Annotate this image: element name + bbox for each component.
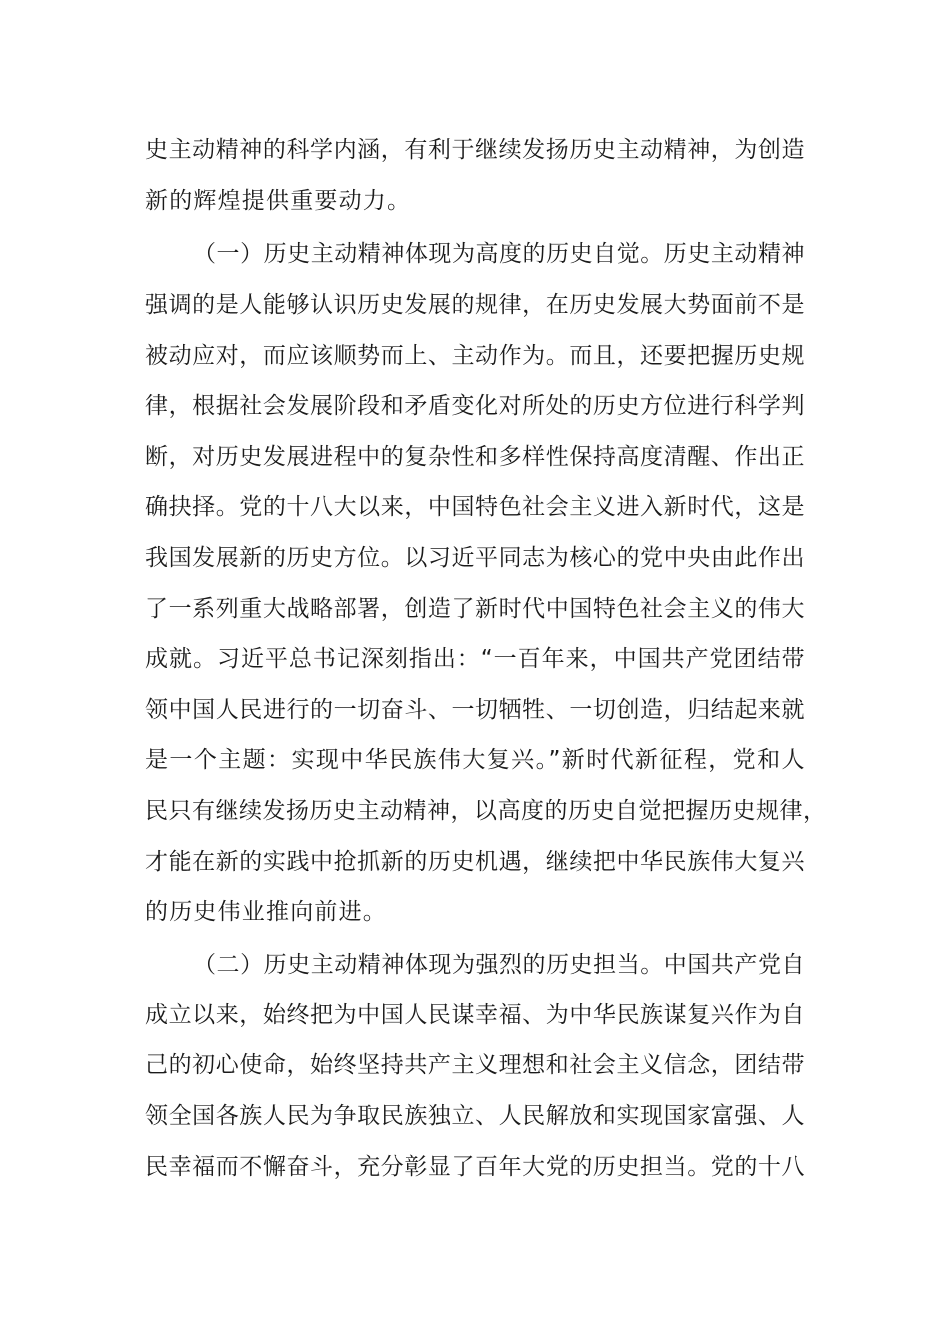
text-line-11: 成就。习近平总书记深刻指出：“一百年来，中国共产党团结带 bbox=[145, 646, 805, 672]
paragraph-2-heading-line: （二）历史主动精神体现为强烈的历史担当。中国共产党自 bbox=[193, 952, 805, 978]
paragraph-1-heading-line: （一）历史主动精神体现为高度的历史自觉。历史主动精神 bbox=[193, 241, 805, 267]
text-line-19: 己的初心使命，始终坚持共产主义理想和社会主义信念，团结带 bbox=[145, 1052, 805, 1078]
text-line-10: 了一系列重大战略部署，创造了新时代中国特色社会主义的伟大 bbox=[145, 596, 805, 622]
text-line-21: 民幸福而不懈奋斗，充分彰显了百年大党的历史担当。党的十八 bbox=[145, 1154, 805, 1180]
text-line-1: 史主动精神的科学内涵，有利于继续发扬历史主动精神，为创造 bbox=[145, 137, 805, 163]
text-line-20: 领全国各族人民为争取民族独立、人民解放和实现国家富强、人 bbox=[145, 1103, 805, 1129]
text-line-7: 断，对历史发展进程中的复杂性和多样性保持高度清醒、作出正 bbox=[145, 444, 805, 470]
text-line-8: 确抉择。党的十八大以来，中国特色社会主义进入新时代，这是 bbox=[145, 494, 805, 520]
text-line-5: 被动应对，而应该顺势而上、主动作为。而且，还要把握历史规 bbox=[145, 343, 805, 369]
text-line-16: 的历史伟业推向前进。 bbox=[145, 899, 387, 925]
text-line-6: 律，根据社会发展阶段和矛盾变化对所处的历史方位进行科学判 bbox=[145, 393, 805, 419]
text-line-9: 我国发展新的历史方位。以习近平同志为核心的党中央由此作出 bbox=[145, 545, 805, 571]
text-line-13: 是一个主题：实现中华民族伟大复兴。”新时代新征程，党和人 bbox=[145, 747, 805, 773]
text-line-4: 强调的是人能够认识历史发展的规律，在历史发展大势面前不是 bbox=[145, 292, 805, 318]
text-line-2: 新的辉煌提供重要动力。 bbox=[145, 188, 412, 214]
text-line-12: 领中国人民进行的一切奋斗、一切牺牲、一切创造，归结起来就 bbox=[145, 697, 805, 723]
text-line-15: 才能在新的实践中抢抓新的历史机遇，继续把中华民族伟大复兴 bbox=[145, 849, 805, 875]
text-line-14: 民只有继续发扬历史主动精神，以高度的历史自觉把握历史规律， bbox=[145, 798, 827, 824]
text-line-18: 成立以来，始终把为中国人民谋幸福、为中华民族谋复兴作为自 bbox=[145, 1002, 805, 1028]
